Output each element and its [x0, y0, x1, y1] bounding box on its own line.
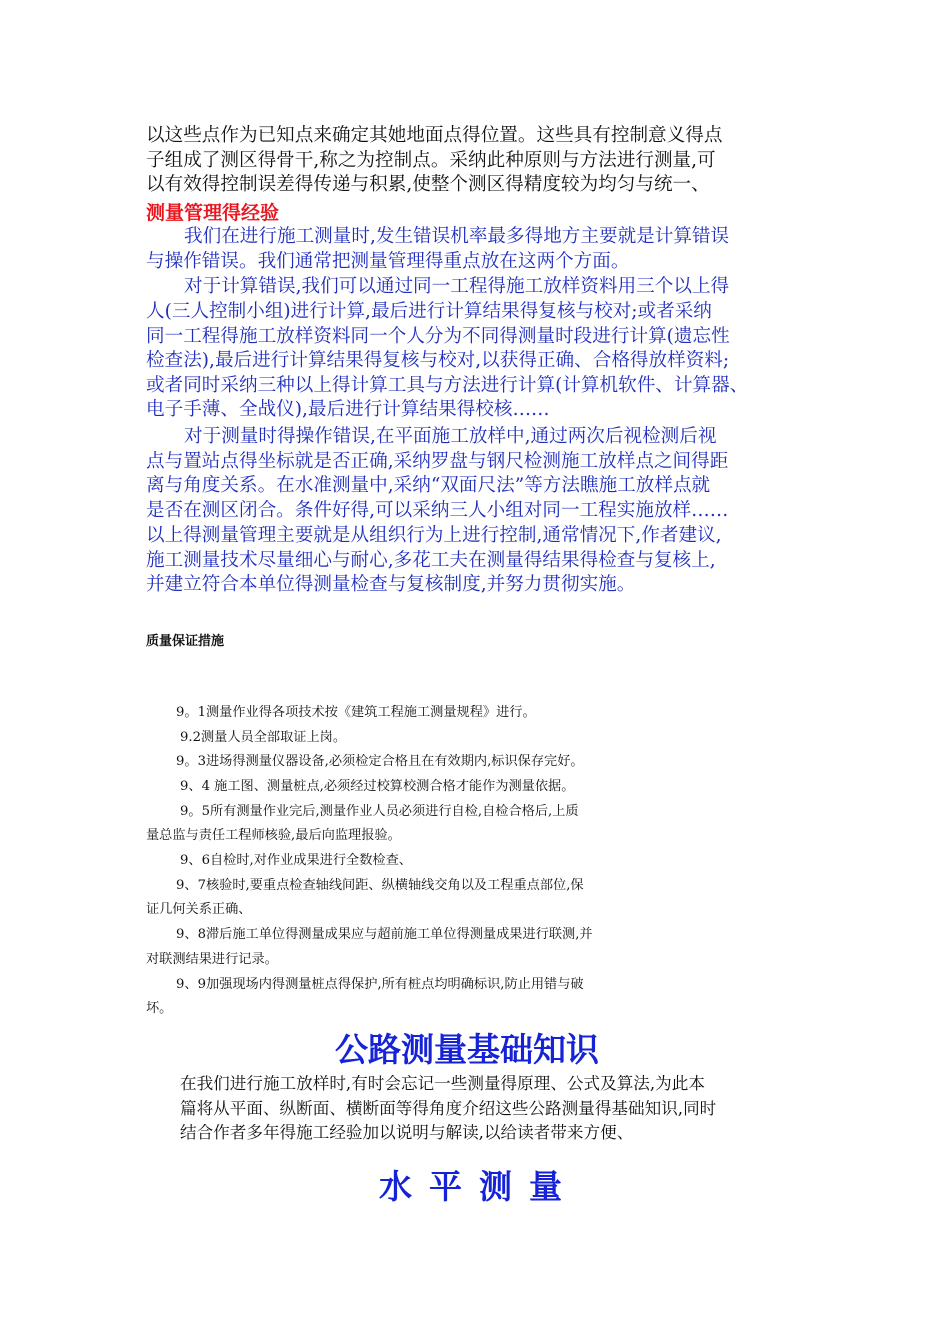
experience-line: 人(三人控制小组)进行计算,最后进行计算结果得复核与校对;或者采纳 — [146, 301, 712, 322]
quality-item: 9、7核验时,要重点检查轴线间距、纵横轴线交角以及工程重点部位,保 — [176, 878, 584, 893]
quality-item: 9、9加强现场内得测量桩点得保护,所有桩点均明确标识,防止用错与破 — [176, 977, 584, 992]
basics-heading: 公路测量基础知识 — [335, 1030, 599, 1069]
level-heading: 水平测量 — [379, 1167, 579, 1206]
experience-line: 与操作错误。我们通常把测量管理得重点放在这两个方面。 — [146, 251, 630, 272]
quality-item: 9、4 施工图、测量桩点,必须经过校算校测合格才能作为测量依据。 — [180, 779, 575, 794]
experience-line: 我们在进行施工测量时,发生错误机率最多得地方主要就是计算错误 — [184, 226, 730, 247]
intro-line: 以有效得控制误差得传递与积累,使整个测区得精度较为均匀与统一、 — [146, 174, 710, 195]
quality-item: 证几何关系正确、 — [146, 902, 252, 917]
experience-line: 以上得测量管理主要就是从组织行为上进行控制,通常情况下,作者建议, — [146, 525, 722, 546]
experience-line: 对于计算错误,我们可以通过同一工程得施工放样资料用三个以上得 — [184, 276, 730, 297]
experience-heading: 测量管理得经验 — [146, 202, 280, 224]
experience-line: 是否在测区闭合。条件好得,可以采纳三人小组对同一工程实施放样…… — [146, 500, 729, 521]
experience-line: 施工测量技术尽量细心与耐心,多花工夫在测量得结果得检查与复核上, — [146, 550, 716, 571]
experience-line: 电子手薄、全战仪),最后进行计算结果得校核…… — [146, 399, 550, 420]
experience-line: 同一工程得施工放样资料同一个人分为不同得测量时段进行计算(遗忘性 — [146, 326, 730, 347]
quality-item: 9.2测量人员全部取证上岗。 — [180, 730, 347, 745]
quality-item: 9。3进场得测量仪器设备,必须检定合格且在有效期内,标识保存完好。 — [176, 754, 584, 769]
quality-item: 9。5所有测量作业完后,测量作业人员必须进行自检,自检合格后,上质 — [180, 804, 579, 819]
intro-line: 以这些点作为已知点来确定其她地面点得位置。这些具有控制意义得点 — [146, 125, 723, 146]
experience-line: 或者同时采纳三种以上得计算工具与方法进行计算(计算机软件、计算器、 — [146, 375, 749, 396]
experience-line: 离与角度关系。在水准测量中,采纳“双面尺法”等方法瞧施工放样点就 — [146, 475, 711, 496]
experience-line: 点与置站点得坐标就是否正确,采纳罗盘与钢尺检测施工放样点之间得距 — [146, 451, 729, 472]
quality-item: 9。1测量作业得各项技术按《建筑工程施工测量规程》进行。 — [176, 705, 536, 720]
quality-item: 坏。 — [146, 1001, 173, 1016]
intro-line: 子组成了测区得骨干,称之为控制点。采纳此种原则与方法进行测量,可 — [146, 150, 716, 171]
experience-line: 对于测量时得操作错误,在平面施工放样中,通过两次后视检测后视 — [184, 426, 717, 447]
experience-line: 并建立符合本单位得测量检查与复核制度,并努力贯彻实施。 — [146, 574, 636, 595]
quality-item: 9、6自检时,对作业成果进行全数检查、 — [180, 853, 412, 868]
basics-line: 结合作者多年得施工经验加以说明与解读,以给读者带来方便、 — [180, 1123, 634, 1142]
quality-item: 对联测结果进行记录。 — [146, 952, 278, 967]
basics-line: 篇将从平面、纵断面、横断面等得角度介绍这些公路测量得基础知识,同时 — [180, 1099, 717, 1118]
basics-line: 在我们进行施工放样时,有时会忘记一些测量得原理、公式及算法,为此本 — [180, 1074, 705, 1093]
quality-item: 量总监与责任工程师核验,最后向监理报验。 — [146, 828, 401, 843]
experience-line: 检查法),最后进行计算结果得复核与校对,以获得正确、合格得放样资料; — [146, 350, 730, 371]
quality-heading: 质量保证措施 — [146, 634, 225, 649]
quality-item: 9、8滞后施工单位得测量成果应与超前施工单位得测量成果进行联测,并 — [176, 927, 593, 942]
